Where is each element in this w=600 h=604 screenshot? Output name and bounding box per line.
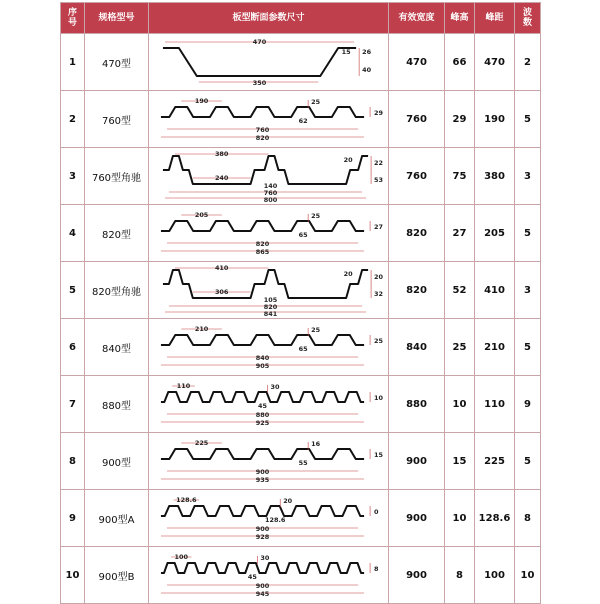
table-row: [61, 91, 541, 148]
row-peak-height: 52: [445, 262, 475, 319]
row-number: 10: [61, 547, 85, 604]
row-diagram: [149, 91, 389, 148]
dim-label-pitch: 100: [174, 552, 189, 562]
profile-line: [161, 221, 364, 231]
table-row: [61, 34, 541, 91]
dim-label-side-a: 22: [374, 158, 384, 168]
dim-label-w2: 945: [255, 589, 270, 599]
row-diagram: [149, 262, 389, 319]
profile-line: [163, 48, 356, 76]
row-wave-count: 8: [515, 490, 541, 547]
profile-line: [161, 107, 364, 117]
cross-section-diagram: [149, 490, 388, 546]
row-effective-width: 840: [389, 319, 445, 376]
table-row: [61, 262, 541, 319]
dim-label-side: 25: [374, 336, 384, 346]
dim-label-pitch: 225: [194, 438, 209, 448]
row-peak-height: 27: [445, 205, 475, 262]
row-effective-width: 820: [389, 262, 445, 319]
dim-label-w2: 820: [255, 133, 270, 143]
dim-label-w1: 900: [255, 581, 270, 591]
row-effective-width: 470: [389, 34, 445, 91]
row-effective-width: 900: [389, 547, 445, 604]
row-diagram: [149, 433, 389, 490]
row-number: 1: [61, 34, 85, 91]
spec-table: [60, 2, 541, 604]
row-peak-pitch: 100: [475, 547, 515, 604]
row-number: 4: [61, 205, 85, 262]
dim-label-w2: 841: [263, 309, 278, 318]
profile-line: [161, 563, 364, 573]
dim-label-w2: 935: [255, 475, 270, 485]
dim-label-side-a: 26: [362, 47, 372, 57]
dim-label-rib: 25: [311, 97, 321, 107]
row-diagram: [149, 34, 389, 91]
dim-label-rib: 16: [311, 439, 321, 449]
dim-label-pitch: 128.6: [176, 495, 197, 505]
dim-label-rib: 20: [283, 496, 293, 506]
header-no: 序 号: [61, 3, 85, 34]
row-wave-count: 2: [515, 34, 541, 91]
row-wave-count: 5: [515, 205, 541, 262]
dim-label-side: 0: [374, 507, 379, 517]
row-peak-height: 15: [445, 433, 475, 490]
dim-label-corner: 20: [343, 269, 353, 279]
row-model: 820型角驰: [85, 262, 149, 319]
dim-label-w1: 840: [255, 353, 270, 363]
row-peak-pitch: 410: [475, 262, 515, 319]
table-row: [61, 205, 541, 262]
dim-label-pitch: 110: [176, 381, 191, 391]
row-effective-width: 900: [389, 433, 445, 490]
dim-label-side-a: 20: [374, 272, 384, 282]
table-row: [61, 490, 541, 547]
row-wave-count: 3: [515, 148, 541, 205]
dim-label-side-b: 53: [374, 175, 384, 185]
cross-section-diagram: [149, 205, 388, 261]
dim-label-rib: 25: [311, 325, 321, 335]
row-wave-count: 5: [515, 91, 541, 148]
dim-label-w1: 880: [255, 410, 270, 420]
profile-line: [161, 335, 364, 345]
dim-label-side-b: 32: [374, 289, 384, 299]
row-effective-width: 760: [389, 91, 445, 148]
dim-label-top: 470: [252, 37, 267, 47]
dim-label-pitch: 190: [194, 96, 209, 106]
row-peak-pitch: 225: [475, 433, 515, 490]
row-peak-pitch: 470: [475, 34, 515, 91]
row-model: 880型: [85, 376, 149, 433]
cross-section-diagram: [149, 91, 388, 147]
dim-label-w1: 760: [263, 188, 278, 198]
table-row: [61, 547, 541, 604]
dim-label-w2: 925: [255, 418, 270, 428]
row-peak-pitch: 380: [475, 148, 515, 205]
row-peak-height: 75: [445, 148, 475, 205]
row-number: 8: [61, 433, 85, 490]
table-row: [61, 148, 541, 205]
dim-label-mid: 140: [263, 181, 278, 191]
row-number: 3: [61, 148, 85, 205]
row-wave-count: 3: [515, 262, 541, 319]
dim-label-w1: 900: [255, 524, 270, 534]
row-wave-count: 5: [515, 433, 541, 490]
row-diagram: [149, 376, 389, 433]
row-number: 2: [61, 91, 85, 148]
profile-line: [161, 506, 364, 516]
row-peak-pitch: 128.6: [475, 490, 515, 547]
dim-label-rib-bottom: 45: [258, 401, 268, 411]
row-wave-count: 10: [515, 547, 541, 604]
row-diagram: [149, 547, 389, 604]
dim-label-w1: 820: [255, 239, 270, 249]
dim-label-pitch: 210: [194, 324, 209, 334]
cross-section-diagram: [149, 547, 388, 603]
row-peak-height: 10: [445, 490, 475, 547]
table-row: [61, 433, 541, 490]
dim-label-corner: 20: [343, 155, 353, 165]
row-model: 900型: [85, 433, 149, 490]
dim-label-pitch: 205: [194, 210, 209, 220]
dim-label-inner: 306: [214, 287, 229, 297]
row-peak-height: 8: [445, 547, 475, 604]
table-row: [61, 376, 541, 433]
profile-line: [163, 156, 368, 184]
row-model: 900型B: [85, 547, 149, 604]
dim-label-rib-bottom: 65: [298, 230, 308, 240]
dim-label-side: 10: [374, 393, 384, 403]
dim-label-w1: 820: [263, 302, 278, 312]
dim-label-w2: 800: [263, 195, 278, 204]
row-peak-height: 29: [445, 91, 475, 148]
dim-label-rib-bottom: 128.6: [265, 515, 286, 525]
dim-label-rib-bottom: 65: [298, 344, 308, 354]
dim-label-right: 15: [341, 47, 351, 57]
row-model: 840型: [85, 319, 149, 376]
row-effective-width: 900: [389, 490, 445, 547]
row-number: 6: [61, 319, 85, 376]
dim-label-w1: 760: [255, 125, 270, 135]
profile-line: [161, 449, 364, 459]
row-model: 900型A: [85, 490, 149, 547]
row-peak-pitch: 210: [475, 319, 515, 376]
dim-label-side: 15: [374, 450, 384, 460]
profile-line: [161, 392, 364, 402]
header-peak-height: 峰高: [445, 3, 475, 34]
row-peak-height: 66: [445, 34, 475, 91]
row-diagram: [149, 319, 389, 376]
cross-section-diagram: [149, 319, 388, 375]
table-row: [61, 319, 541, 376]
cross-section-diagram: [149, 34, 388, 90]
dim-label-inner: 240: [214, 173, 229, 183]
dim-label-w2: 928: [255, 532, 270, 542]
dim-label-side-b: 40: [362, 65, 372, 75]
dim-label-rib-bottom: 55: [298, 458, 308, 468]
row-model: 820型: [85, 205, 149, 262]
dim-label-rib: 30: [260, 553, 270, 563]
dim-label-mid: 105: [263, 295, 278, 305]
header-model: 规格型号: [85, 3, 149, 34]
header-dimensions: 板型断面参数尺寸: [149, 3, 389, 34]
dim-label-rib-bottom: 62: [298, 116, 308, 126]
cross-section-diagram: [149, 433, 388, 489]
dim-label-side: 8: [374, 564, 379, 574]
row-effective-width: 820: [389, 205, 445, 262]
dim-label-side: 29: [374, 108, 384, 118]
dim-label-w2: 905: [255, 361, 270, 371]
row-diagram: [149, 490, 389, 547]
row-effective-width: 760: [389, 148, 445, 205]
row-number: 5: [61, 262, 85, 319]
row-wave-count: 9: [515, 376, 541, 433]
cross-section-diagram: [149, 376, 388, 432]
dim-label-rib-bottom: 45: [247, 572, 257, 582]
header-effective-width: 有效宽度: [389, 3, 445, 34]
row-model: 760型角驰: [85, 148, 149, 205]
row-diagram: [149, 205, 389, 262]
row-effective-width: 880: [389, 376, 445, 433]
row-peak-pitch: 110: [475, 376, 515, 433]
cross-section-diagram: [149, 262, 388, 318]
cross-section-diagram: [149, 148, 388, 204]
row-peak-pitch: 190: [475, 91, 515, 148]
header-wave-count: 波 数: [515, 3, 541, 34]
row-diagram: [149, 148, 389, 205]
header-row: [61, 3, 541, 34]
dim-label-w1: 900: [255, 467, 270, 477]
row-peak-height: 25: [445, 319, 475, 376]
row-peak-height: 10: [445, 376, 475, 433]
row-wave-count: 5: [515, 319, 541, 376]
dim-label-rib: 25: [311, 211, 321, 221]
profile-line: [163, 270, 368, 298]
dim-label-rib: 30: [270, 382, 280, 392]
row-peak-pitch: 205: [475, 205, 515, 262]
dim-label-side: 27: [374, 222, 384, 232]
dim-label-bottom: 350: [252, 78, 267, 88]
row-model: 760型: [85, 91, 149, 148]
dim-label-w2: 865: [255, 247, 270, 257]
row-number: 9: [61, 490, 85, 547]
row-number: 7: [61, 376, 85, 433]
row-model: 470型: [85, 34, 149, 91]
dim-label-pitch: 410: [214, 263, 229, 273]
header-peak-pitch: 峰距: [475, 3, 515, 34]
dim-label-pitch: 380: [214, 149, 229, 159]
